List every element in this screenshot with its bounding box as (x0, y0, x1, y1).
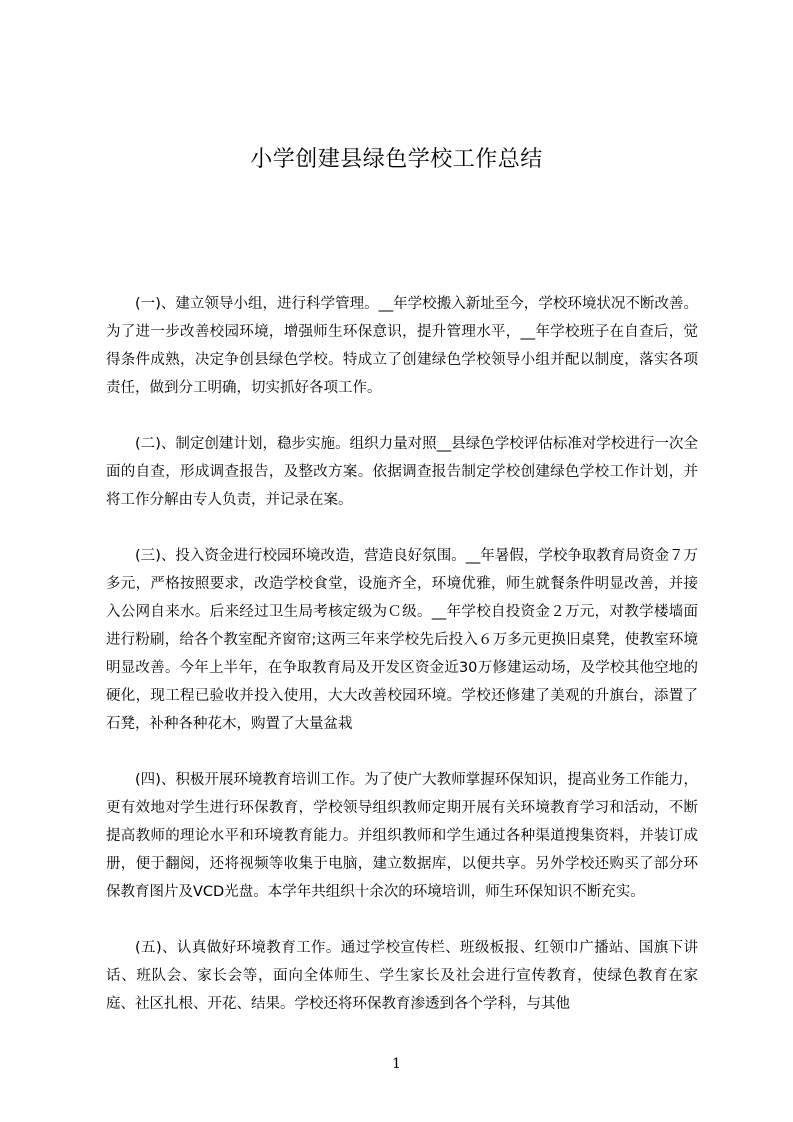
paragraph-3: (三)、投入资金进行校园环境改造，营造良好氛围。__年暑假，学校争取教育局资金７万多元，严格按照要求，改造学校食堂，设施齐全，环境优雅，师生就餐条件明显改善，并接入公网自来水。后来经过卫生局考核定级为Ｃ级。__年学校自投资金２万元，对教学楼墙面进行粉刷，给各个教室配齐窗帘;这两三年来学校先后投入６万多元更换旧桌凳，使教室环境明显改善。今年上半年，在争取教育局及开发区资金近30万修建运动场，及学校其他空地的硬化，现工程已验收并投入使用，大大改善校园环境。学校还修建了美观的升旗台，添置了石凳，补种各种花木，购置了大量盆栽 (106, 548, 698, 732)
paragraph-1: (一)、建立领导小组，进行科学管理。__年学校搬入新址至今，学校环境状况不断改善。为了进一步改善校园环境，增强师生环保意识，提升管理水平，__年学校班子在自查后，觉得条件成熟，决定争创县绿色学校。特成立了创建绿色学校领导小组并配以制度，落实各项责任，做到分工明确，切实抓好各项工作。 (106, 296, 698, 396)
paragraph-5: (五)、认真做好环境教育工作。通过学校宣传栏、班级板报、红领巾广播站、国旗下讲话、班队会、家长会等，面向全体师生、学生家长及社会进行宣传教育，使绿色教育在家庭、社区扎根、开花、结果。学校还将环保教育渗透到各个学科，与其他 (106, 940, 698, 1012)
page-number: 1 (392, 1056, 401, 1072)
paragraph-4: (四)、积极开展环境教育培训工作。为了使广大教师掌握环保知识，提高业务工作能力，更有效地对学生进行环保教育，学校领导组织教师定期开展有关环境教育学习和活动，不断提高教师的理论水平和环境教育能力。并组织教师和学生通过各种渠道搜集资料，并装订成册，便于翻阅，还将视频等收集于电脑，建立数据库，以便共享。另外学校还购买了部分环保教育图片及VCD光盘。本学年共组织十余次的环境培训，师生环保知识不断充实。 (106, 772, 698, 900)
paragraph-2: (二)、制定创建计划，稳步实施。组织力量对照__县绿色学校评估标准对学校进行一次全面的自查，形成调查报告，及整改方案。依据调查报告制定学校创建绿色学校工作计划，并将工作分解由专人负责，并记录在案。 (106, 436, 698, 508)
document-title: 小学创建县绿色学校工作总结 (250, 147, 543, 172)
document-body (106, 290, 698, 1046)
